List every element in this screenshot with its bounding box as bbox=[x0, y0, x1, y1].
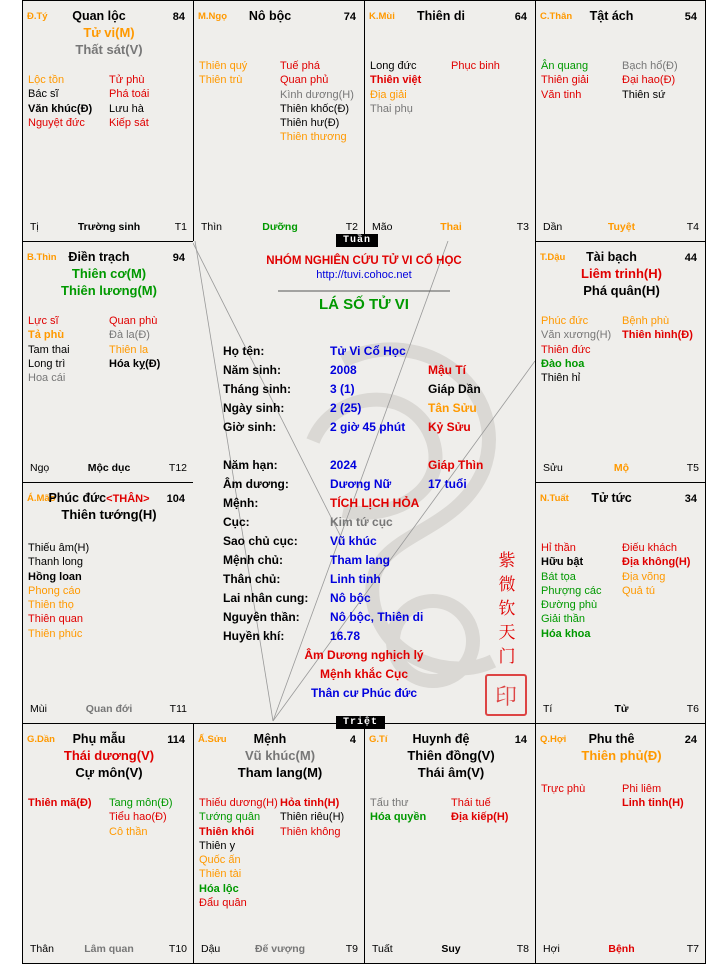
minor-stars-right bbox=[280, 59, 354, 145]
palace-title: Phụ mẫu bbox=[72, 732, 126, 746]
info-value: 3 (1) bbox=[330, 382, 355, 396]
minor-star: Thiên la bbox=[109, 343, 149, 356]
palace-hoi[interactable] bbox=[535, 723, 706, 964]
minor-star: Thiên y bbox=[199, 839, 236, 852]
life-stage: Lâm quan bbox=[84, 943, 134, 955]
minor-star: Lộc tồn bbox=[28, 74, 65, 86]
info-extra: Kỷ Sửu bbox=[428, 420, 471, 434]
minor-star: Trực phù bbox=[541, 783, 586, 795]
minor-star: Thái tuế bbox=[451, 797, 491, 809]
palace-name bbox=[194, 732, 346, 746]
branch-label: Dần bbox=[543, 221, 563, 233]
minor-star: Thiên đức bbox=[541, 343, 591, 356]
palace-title: Quan lộc bbox=[72, 9, 126, 23]
palace-title: Tài bạch bbox=[586, 250, 637, 264]
minor-star: Hóa khoa bbox=[541, 627, 591, 640]
minor-star: Phúc đức bbox=[541, 315, 589, 327]
seal-char: 微 bbox=[498, 575, 516, 594]
branch-label: Dậu bbox=[201, 943, 221, 955]
palace-title: Nô bộc bbox=[248, 9, 292, 23]
info-value: 2024 bbox=[330, 458, 357, 472]
main-star: Thiên phủ(Đ) bbox=[581, 748, 662, 763]
branch-label: Thìn bbox=[201, 221, 223, 233]
palace-code: K.Mùi bbox=[369, 11, 395, 22]
minor-star: Thiên riêu(H) bbox=[280, 811, 345, 824]
branch-label: Ngọ bbox=[30, 462, 50, 474]
minor-star: Thiên giải bbox=[541, 74, 589, 87]
minor-star: Hữu bật bbox=[541, 556, 584, 569]
minor-star: Thiên tài bbox=[199, 868, 242, 881]
term-code: T8 bbox=[516, 943, 529, 955]
palace-than[interactable] bbox=[535, 0, 706, 242]
minor-star: Hóa kỵ(Đ) bbox=[109, 357, 161, 370]
palace-suu[interactable] bbox=[193, 723, 365, 964]
minor-star: Lưu hà bbox=[109, 102, 144, 115]
life-stage: Bệnh bbox=[608, 943, 635, 955]
main-star: Thái âm(V) bbox=[417, 765, 485, 780]
minor-star: Phong cáo bbox=[28, 584, 81, 597]
palace-code: G.Dần bbox=[27, 734, 55, 745]
info-value: 2 (25) bbox=[330, 401, 362, 415]
minor-star: Thiên việt bbox=[370, 74, 422, 87]
palace-mao[interactable] bbox=[22, 482, 194, 724]
branch-label: Sửu bbox=[543, 462, 563, 474]
palace-number: 104 bbox=[166, 493, 185, 505]
palace-title: Phu thê bbox=[588, 732, 635, 746]
palace-code: Á.Mão bbox=[27, 493, 56, 504]
term-code: T9 bbox=[345, 943, 358, 955]
palace-title: Mệnh bbox=[253, 732, 287, 746]
palace-number: 114 bbox=[167, 734, 185, 746]
minor-star: Giải thần bbox=[541, 613, 586, 626]
main-star: Thiên đồng(V) bbox=[407, 748, 495, 763]
info-label: Ngày sinh: bbox=[223, 401, 285, 415]
minor-star: Thiên thương bbox=[280, 131, 347, 144]
palace-tuat[interactable] bbox=[535, 482, 706, 724]
info-extra: Giáp Thìn bbox=[428, 458, 484, 472]
minor-star: Địa kiếp(H) bbox=[451, 811, 509, 824]
palace-name bbox=[365, 732, 517, 746]
minor-star: Tuế phá bbox=[280, 60, 320, 72]
minor-star: Long đức bbox=[370, 60, 417, 72]
main-star: Thiên lương(M) bbox=[61, 283, 157, 298]
minor-star: Thiên phúc bbox=[28, 627, 83, 640]
note-line: Âm Dương nghịch lý bbox=[304, 648, 424, 662]
triet-badge: Triệt bbox=[336, 716, 385, 729]
info-value: Nô bộc, Thiên di bbox=[330, 610, 424, 624]
minor-stars-right bbox=[451, 796, 508, 825]
main-star: Tham lang(M) bbox=[237, 765, 323, 780]
minor-star: Địa giải bbox=[370, 88, 407, 101]
minor-star: Thiên quý bbox=[199, 60, 248, 72]
minor-star: Thiên mã(Đ) bbox=[28, 797, 92, 809]
minor-star: Hóa quyền bbox=[370, 811, 427, 824]
info-label: Tháng sinh: bbox=[223, 382, 291, 396]
minor-star: Tấu thư bbox=[370, 797, 409, 809]
term-code: T7 bbox=[686, 943, 699, 955]
seal-char: 紫 bbox=[498, 551, 516, 570]
palace-code: N.Tuất bbox=[540, 493, 569, 504]
info-value: Linh tinh bbox=[330, 572, 381, 586]
main-star: Liêm trinh(H) bbox=[581, 266, 662, 281]
minor-stars-left bbox=[541, 59, 589, 102]
palace-name bbox=[194, 9, 346, 23]
minor-star: Kình dương(H) bbox=[280, 88, 354, 101]
minor-star: Hỉ thần bbox=[541, 542, 576, 554]
minor-star: Quả tú bbox=[622, 584, 656, 597]
info-label: Nguyên thần: bbox=[223, 610, 300, 624]
branch-label: Tuất bbox=[372, 943, 393, 955]
palace-number: 24 bbox=[684, 734, 697, 746]
minor-star: Đại hao(Đ) bbox=[622, 74, 676, 87]
minor-star: Quan phủ bbox=[280, 74, 329, 87]
minor-star: Nguyệt đức bbox=[28, 116, 85, 129]
minor-star: Thai phụ bbox=[370, 102, 413, 115]
minor-stars-left bbox=[28, 541, 89, 641]
minor-star: Phượng các bbox=[541, 584, 602, 597]
minor-star: Thiếu dương(H) bbox=[199, 797, 278, 809]
minor-star: Hồng loan bbox=[28, 570, 82, 583]
minor-star: Tả phù bbox=[28, 329, 65, 342]
minor-star: Tang môn(Đ) bbox=[109, 797, 173, 809]
minor-star: Văn xương(H) bbox=[541, 329, 612, 342]
palace-name bbox=[536, 491, 687, 505]
minor-star: Phục binh bbox=[451, 60, 500, 72]
term-code: T6 bbox=[686, 703, 699, 715]
seal-vertical-text bbox=[495, 549, 519, 669]
palace-title: Điền trạch bbox=[68, 250, 130, 264]
life-stage: Thai bbox=[440, 221, 462, 233]
term-code: T3 bbox=[516, 221, 529, 233]
minor-star: Thiên sứ bbox=[622, 88, 666, 101]
palace-code: Q.Hợi bbox=[540, 734, 567, 745]
info-value: Nô bộc bbox=[330, 591, 371, 605]
minor-star: Hóa lộc bbox=[199, 882, 239, 895]
palace-title: Tử tức bbox=[591, 491, 632, 505]
palace-code: T.Dậu bbox=[540, 252, 566, 263]
palace-code: Đ.Tý bbox=[27, 11, 48, 22]
palace-mui[interactable] bbox=[364, 0, 536, 242]
term-code: T12 bbox=[168, 462, 187, 474]
info-label: Lai nhân cung: bbox=[223, 591, 309, 605]
seal-char: 天 bbox=[498, 623, 516, 642]
palace-name bbox=[23, 250, 175, 264]
note-line: Thân cư Phúc đức bbox=[310, 686, 418, 700]
minor-star: Thiên thọ bbox=[28, 599, 74, 612]
minor-star: Thiên không bbox=[280, 825, 341, 838]
branch-label: Mão bbox=[372, 221, 393, 233]
palace-number: 34 bbox=[684, 493, 697, 505]
info-extra: 17 tuổi bbox=[428, 477, 467, 491]
info-value: 2008 bbox=[330, 363, 357, 377]
minor-stars-left bbox=[541, 314, 611, 385]
main-star: Thiên cơ(M) bbox=[71, 266, 147, 281]
minor-star: Long trì bbox=[28, 357, 66, 370]
chart-title: LÁ SỐ TỬ VI bbox=[319, 296, 409, 313]
life-stage: Tuyệt bbox=[607, 221, 636, 233]
palace-ngo[interactable] bbox=[193, 0, 365, 242]
seal-char: 钦 bbox=[498, 599, 516, 618]
than-marker: <THÂN> bbox=[106, 493, 150, 505]
palace-thin[interactable] bbox=[22, 241, 194, 483]
palace-number: 94 bbox=[172, 252, 185, 264]
minor-star: Thiên khôi bbox=[199, 825, 254, 838]
minor-stars-right bbox=[622, 59, 678, 102]
info-value: Tử Vi Cổ Học bbox=[330, 344, 406, 358]
term-code: T4 bbox=[686, 221, 699, 233]
minor-stars-left bbox=[370, 796, 426, 825]
info-value: 2 giờ 45 phút bbox=[330, 420, 406, 434]
minor-stars-right bbox=[109, 314, 160, 371]
tuan-badge: Tuần bbox=[336, 234, 378, 247]
life-stage: Mộc dục bbox=[87, 462, 131, 474]
minor-star: Quan phù bbox=[109, 315, 158, 327]
minor-stars-left bbox=[199, 59, 247, 88]
info-extra: Mậu Tí bbox=[428, 363, 466, 377]
palace-name bbox=[23, 9, 175, 23]
palace-dan[interactable] bbox=[22, 723, 194, 964]
palace-title: Huynh đệ bbox=[412, 732, 470, 746]
minor-star: Ân quang bbox=[541, 60, 589, 72]
palace-name bbox=[23, 491, 175, 505]
minor-star: Tam thai bbox=[28, 343, 70, 356]
minor-star: Cô thần bbox=[109, 825, 148, 838]
palace-name bbox=[536, 732, 687, 746]
life-stage: Tử bbox=[614, 703, 629, 715]
minor-star: Hoa cái bbox=[28, 372, 66, 385]
center-panel bbox=[193, 241, 535, 723]
minor-stars-right bbox=[451, 59, 500, 73]
minor-stars-left bbox=[199, 796, 278, 910]
minor-star: Linh tinh(H) bbox=[622, 797, 684, 810]
minor-star: Thiên khốc(Đ) bbox=[280, 102, 350, 115]
minor-star: Đường phù bbox=[541, 599, 598, 612]
branch-label: Hợi bbox=[543, 943, 560, 955]
minor-stars-right bbox=[280, 796, 344, 839]
life-stage: Đế vượng bbox=[254, 943, 306, 955]
palace-title: Tật ách bbox=[589, 9, 634, 23]
minor-star: Thiếu âm(H) bbox=[28, 542, 90, 554]
minor-stars-left bbox=[28, 796, 92, 810]
minor-star: Địa võng bbox=[622, 570, 666, 583]
minor-star: Đà la(Đ) bbox=[109, 329, 150, 342]
info-value: TÍCH LỊCH HỎA bbox=[330, 496, 420, 510]
info-value: Dương Nữ bbox=[330, 477, 392, 491]
info-label: Sao chủ cục: bbox=[223, 534, 298, 548]
minor-star: Thiên hình(Đ) bbox=[622, 329, 693, 342]
branch-label: Mùi bbox=[30, 703, 47, 715]
minor-stars-right bbox=[109, 796, 173, 839]
minor-star: Tướng quân bbox=[199, 811, 261, 824]
term-code: T11 bbox=[169, 703, 187, 715]
info-label: Họ tên: bbox=[223, 344, 265, 358]
palace-name bbox=[365, 9, 517, 23]
life-stage: Suy bbox=[441, 943, 461, 955]
info-extra: Tân Sửu bbox=[428, 401, 477, 415]
minor-star: Bệnh phù bbox=[622, 315, 670, 327]
palace-title: Phúc đức bbox=[48, 491, 107, 505]
palace-number: 14 bbox=[514, 734, 527, 746]
minor-star: Điếu khách bbox=[622, 542, 678, 554]
minor-star: Kiếp sát bbox=[109, 116, 149, 129]
info-label: Năm sinh: bbox=[223, 363, 282, 377]
minor-star: Hỏa tinh(H) bbox=[280, 797, 340, 809]
info-value: Vũ khúc bbox=[330, 534, 377, 548]
minor-star: Bát tọa bbox=[541, 570, 576, 583]
life-stage: Dưỡng bbox=[262, 221, 298, 233]
info-extra: Giáp Dần bbox=[428, 382, 481, 396]
minor-stars-left bbox=[28, 73, 92, 130]
minor-star: Phá toái bbox=[109, 88, 150, 101]
info-label: Âm dương: bbox=[223, 477, 289, 491]
palace-number: 44 bbox=[684, 252, 697, 264]
info-value: Tham lang bbox=[330, 553, 391, 567]
minor-star: Bạch hổ(Đ) bbox=[622, 60, 678, 72]
life-stage: Mộ bbox=[613, 462, 630, 474]
minor-stars-left bbox=[541, 541, 601, 641]
main-star: Tử vi(M) bbox=[83, 25, 135, 40]
term-code: T10 bbox=[168, 943, 187, 955]
main-star: Vũ khúc(M) bbox=[244, 748, 316, 763]
main-star: Cự môn(V) bbox=[75, 765, 143, 780]
term-code: T2 bbox=[345, 221, 358, 233]
minor-star: Bác sĩ bbox=[28, 88, 59, 101]
minor-star: Văn khúc(Đ) bbox=[28, 102, 93, 115]
palace-code: Ấ.Sửu bbox=[198, 734, 227, 745]
minor-star: Văn tinh bbox=[541, 88, 582, 101]
info-label: Mệnh: bbox=[223, 496, 259, 510]
life-stage: Quan đới bbox=[85, 703, 133, 715]
minor-star: Đào hoa bbox=[541, 357, 585, 370]
info-value: Kim tứ cục bbox=[330, 515, 393, 529]
minor-star: Thanh long bbox=[28, 556, 84, 569]
life-stage: Trường sinh bbox=[77, 221, 141, 233]
palace-name bbox=[536, 9, 687, 23]
info-value: 16.78 bbox=[330, 629, 361, 643]
minor-star: Địa không(H) bbox=[622, 556, 691, 569]
info-label: Năm hạn: bbox=[223, 458, 278, 472]
term-code: T5 bbox=[686, 462, 699, 474]
minor-stars-left bbox=[541, 782, 585, 796]
minor-star: Thiên trù bbox=[199, 74, 243, 87]
info-label: Mệnh chủ: bbox=[223, 553, 283, 567]
main-star: Thiên tướng(H) bbox=[61, 507, 157, 522]
palace-code: B.Thìn bbox=[27, 252, 57, 263]
palace-dau[interactable] bbox=[535, 241, 706, 483]
minor-star: Lực sĩ bbox=[28, 315, 59, 327]
minor-star: Đẩu quân bbox=[199, 897, 247, 910]
minor-star: Tử phù bbox=[109, 74, 145, 86]
minor-stars-right bbox=[109, 73, 149, 130]
info-label: Huyền khí: bbox=[223, 629, 285, 643]
branch-label: Tí bbox=[543, 703, 553, 715]
minor-star: Thiên quan bbox=[28, 613, 84, 626]
palace-name bbox=[536, 250, 687, 264]
branch-label: Thân bbox=[30, 943, 54, 955]
minor-stars-right bbox=[622, 541, 690, 598]
main-star: Thái dương(V) bbox=[63, 748, 155, 763]
seal-char: 门 bbox=[498, 647, 516, 666]
palace-code: M.Ngọ bbox=[198, 11, 228, 22]
palace-number: 74 bbox=[343, 11, 356, 23]
info-label: Giờ sinh: bbox=[223, 420, 277, 434]
minor-star: Phi liêm bbox=[622, 783, 662, 795]
info-label: Cục: bbox=[223, 515, 250, 529]
group-name: NHÓM NGHIÊN CỨU TỬ VI CỔ HỌC bbox=[266, 255, 462, 267]
minor-stars-left bbox=[28, 314, 70, 385]
minor-star: Quốc ấn bbox=[199, 854, 241, 867]
palace-ti[interactable] bbox=[364, 723, 536, 964]
palace-title: Thiên di bbox=[417, 9, 465, 23]
minor-star: Thiên hỉ bbox=[541, 372, 581, 385]
minor-star: Tiểu hao(Đ) bbox=[109, 811, 167, 824]
main-star: Thất sát(V) bbox=[75, 42, 143, 57]
palace-name bbox=[23, 732, 175, 746]
minor-star: Thiên hư(Đ) bbox=[280, 117, 340, 130]
info-label: Thân chủ: bbox=[223, 572, 281, 586]
palace-code: G.Tí bbox=[369, 734, 388, 745]
term-code: T1 bbox=[174, 221, 187, 233]
palace-number: 54 bbox=[684, 11, 697, 23]
branch-label: Tị bbox=[30, 221, 39, 233]
palace-code: C.Thân bbox=[540, 11, 573, 22]
minor-stars-right bbox=[622, 782, 684, 811]
palace-number: 4 bbox=[349, 734, 356, 746]
palace-number: 64 bbox=[514, 11, 527, 23]
seal-stamp: 印 bbox=[485, 674, 527, 716]
minor-stars-left bbox=[370, 59, 421, 116]
palace-number: 84 bbox=[172, 11, 185, 23]
main-star: Phá quân(H) bbox=[583, 283, 660, 298]
website-link[interactable]: http://tuvi.cohoc.net bbox=[316, 269, 412, 281]
minor-stars-right bbox=[622, 314, 693, 343]
palace-ty[interactable] bbox=[22, 0, 194, 242]
note-line: Mệnh khắc Cục bbox=[319, 667, 409, 681]
